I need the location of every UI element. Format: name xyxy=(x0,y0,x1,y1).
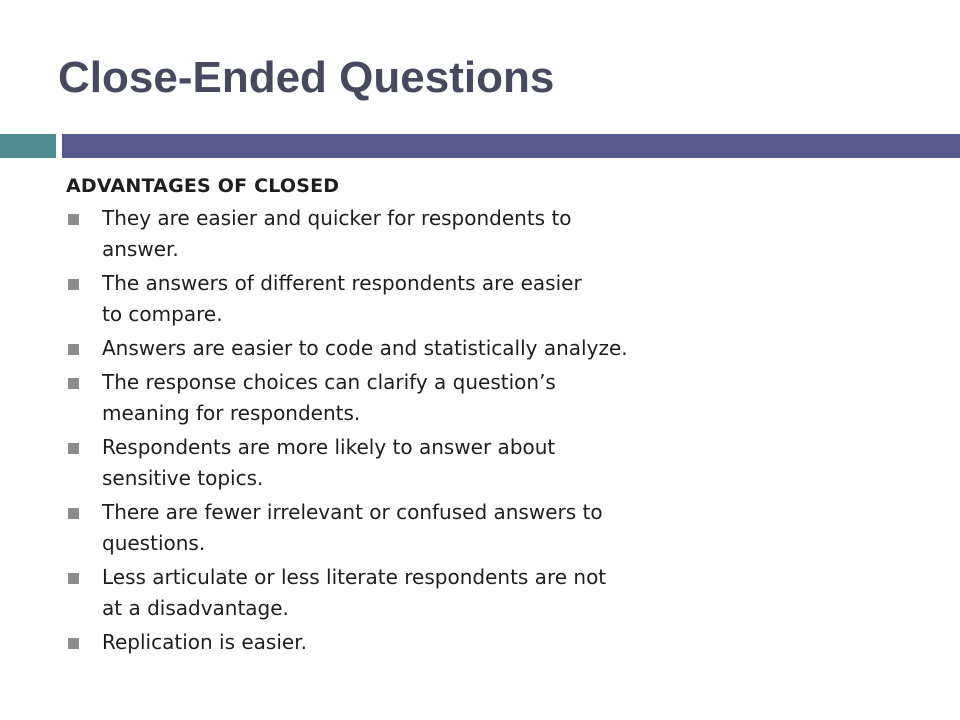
square-bullet-icon xyxy=(68,573,79,584)
square-bullet-icon xyxy=(68,638,79,649)
square-bullet-icon xyxy=(68,344,79,355)
square-bullet-icon xyxy=(68,214,79,225)
list-item-line: The response choices can clarify a question’s xyxy=(102,370,556,394)
list-item-line: questions. xyxy=(102,531,206,555)
square-bullet-icon xyxy=(68,508,79,519)
list-item-line: Answers are easier to code and statistically analyze. xyxy=(102,336,628,360)
list-item-line: There are fewer irrelevant or confused answers to xyxy=(102,500,603,524)
section-heading: ADVANTAGES OF CLOSED xyxy=(66,175,340,197)
list-item-line: The answers of different respondents are easier xyxy=(102,271,582,295)
list-item-line: sensitive topics. xyxy=(102,466,264,490)
list-item xyxy=(66,367,706,429)
accent-bar-left xyxy=(0,134,56,158)
list-item xyxy=(66,497,706,559)
list-item-line: answer. xyxy=(102,237,179,261)
list-item xyxy=(66,432,706,494)
list-item xyxy=(66,627,706,658)
accent-bar-right xyxy=(62,134,960,158)
list-item xyxy=(66,268,706,330)
list-item-line: at a disadvantage. xyxy=(102,596,289,620)
slide-title: Close-Ended Questions xyxy=(58,53,555,102)
list-item-line: meaning for respondents. xyxy=(102,401,361,425)
square-bullet-icon xyxy=(68,279,79,290)
advantages-list xyxy=(66,203,706,658)
list-item xyxy=(66,333,706,364)
list-item xyxy=(66,203,706,265)
advantages-content xyxy=(66,172,706,661)
list-item-line: Replication is easier. xyxy=(102,630,307,654)
square-bullet-icon xyxy=(68,378,79,389)
list-item xyxy=(66,562,706,624)
list-item-line: to compare. xyxy=(102,302,223,326)
list-item-line: Less articulate or less literate respondents are not xyxy=(102,565,607,589)
list-item-line: They are easier and quicker for respondents to xyxy=(102,206,572,230)
square-bullet-icon xyxy=(68,443,79,454)
list-item-line: Respondents are more likely to answer about xyxy=(102,435,556,459)
